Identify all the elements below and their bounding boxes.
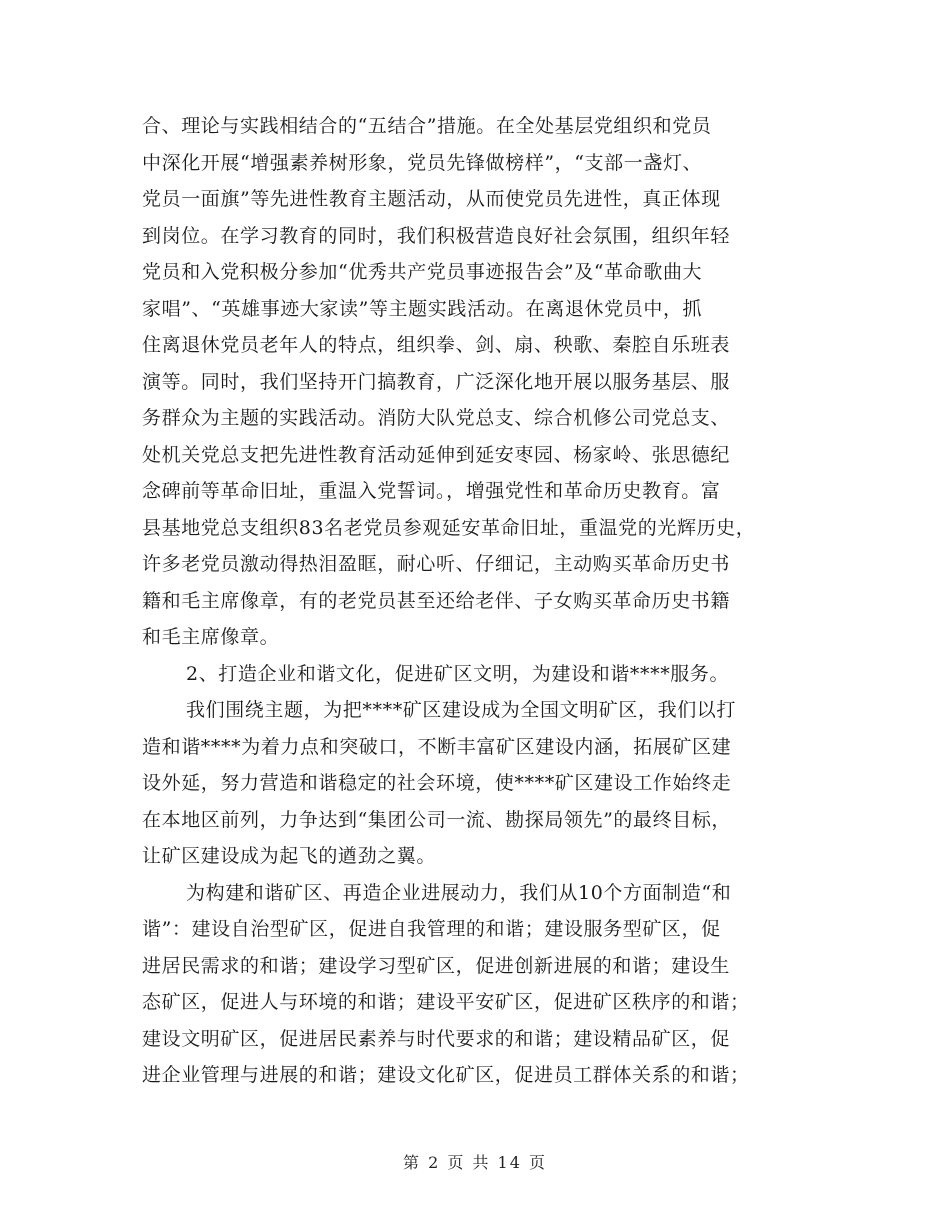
text-line: 进居民需求的和谐；建设学习型矿区，促进创新进展的和谐；建设生: [142, 954, 731, 977]
text-line: 党员和入党积极分参加“优秀共产党员事迹报告会”及“革命歌曲大: [142, 261, 703, 283]
text-line: 到岗位。在学习教育的同时，我们积极营造良好社会氛围，组织年轻: [142, 224, 731, 247]
text-line: 2、打造企业和谐文化，促进矿区文明，为建设和谐****服务。: [186, 662, 730, 685]
text-line: 演等。同时，我们坚持开门搞教育，广泛深化地开展以服务基层、服: [142, 370, 731, 393]
text-line: 县基地党总支组织83名老党员参观延安革命旧址，重温党的光辉历史，: [142, 516, 756, 539]
text-line: 籍和毛主席像章，有的老党员甚至还给老伴、子女购买革命历史书籍: [142, 589, 731, 612]
text-line: 谐”：建设自治型矿区，促进自我管理的和谐；建设服务型矿区，促: [142, 918, 721, 940]
text-line: 态矿区，促进人与环境的和谐；建设平安矿区，促进矿区秩序的和谐；: [142, 991, 750, 1013]
text-line: 住离退休党员老年人的特点，组织拳、剑、扇、秧歌、秦腔自乐班表: [142, 334, 731, 356]
text-line: 我们围绕主题，为把****矿区建设成为全国文明矿区，我们以打: [186, 699, 737, 721]
text-line: 建设文明矿区，促进居民素养与时代要求的和谐；建设精品矿区，促: [142, 1027, 731, 1050]
text-line: 家唱”、“英雄事迹大家读”等主题实践活动。在离退休党员中，抓: [142, 297, 703, 320]
text-line: 造和谐****为着力点和突破口，不断丰富矿区建设内涵，拓展矿区建: [142, 735, 732, 758]
text-line: 务群众为主题的实践活动。消防大队党总支、综合机修公司党总支、: [142, 407, 731, 429]
text-line: 和毛主席像章。: [142, 626, 280, 648]
document-body: [142, 108, 822, 1094]
text-line: 合、理论与实践相结合的“五结合”措施。在全处基层党组织和党员: [142, 115, 712, 137]
text-line: 处机关党总支把先进性教育活动延伸到延安枣园、杨家岭、张思德纪: [142, 443, 731, 466]
text-line: 中深化开展“增强素养树形象，党员先锋做榜样”，“支部一盏灯、: [142, 151, 703, 174]
page-number-footer: 第 2 页 共 14 页: [403, 1153, 547, 1172]
text-line: 让矿区建设成为起飞的遒劲之翼。: [142, 845, 437, 867]
text-line: 念碑前等革命旧址，重温入党誓词。，增强党性和革命历史教育。富: [142, 480, 721, 502]
text-line: 为构建和谐矿区、再造企业进展动力，我们从10个方面制造“和: [186, 881, 732, 904]
text-line: 党员一面旗”等先进性教育主题活动，从而使党员先进性，真正体现: [142, 188, 721, 210]
text-line: 进企业管理与进展的和谐；建设文化矿区，促进员工群体关系的和谐；: [142, 1064, 750, 1086]
text-line: 许多老党员激动得热泪盈眶，耐心听、仔细记，主动购买革命历史书: [142, 553, 731, 575]
text-line: 在本地区前列，力争达到“集团公司一流、勘探局领先”的最终目标，: [142, 808, 732, 831]
text-line: 设外延，努力营造和谐稳定的社会环境，使****矿区建设工作始终走: [142, 772, 732, 794]
